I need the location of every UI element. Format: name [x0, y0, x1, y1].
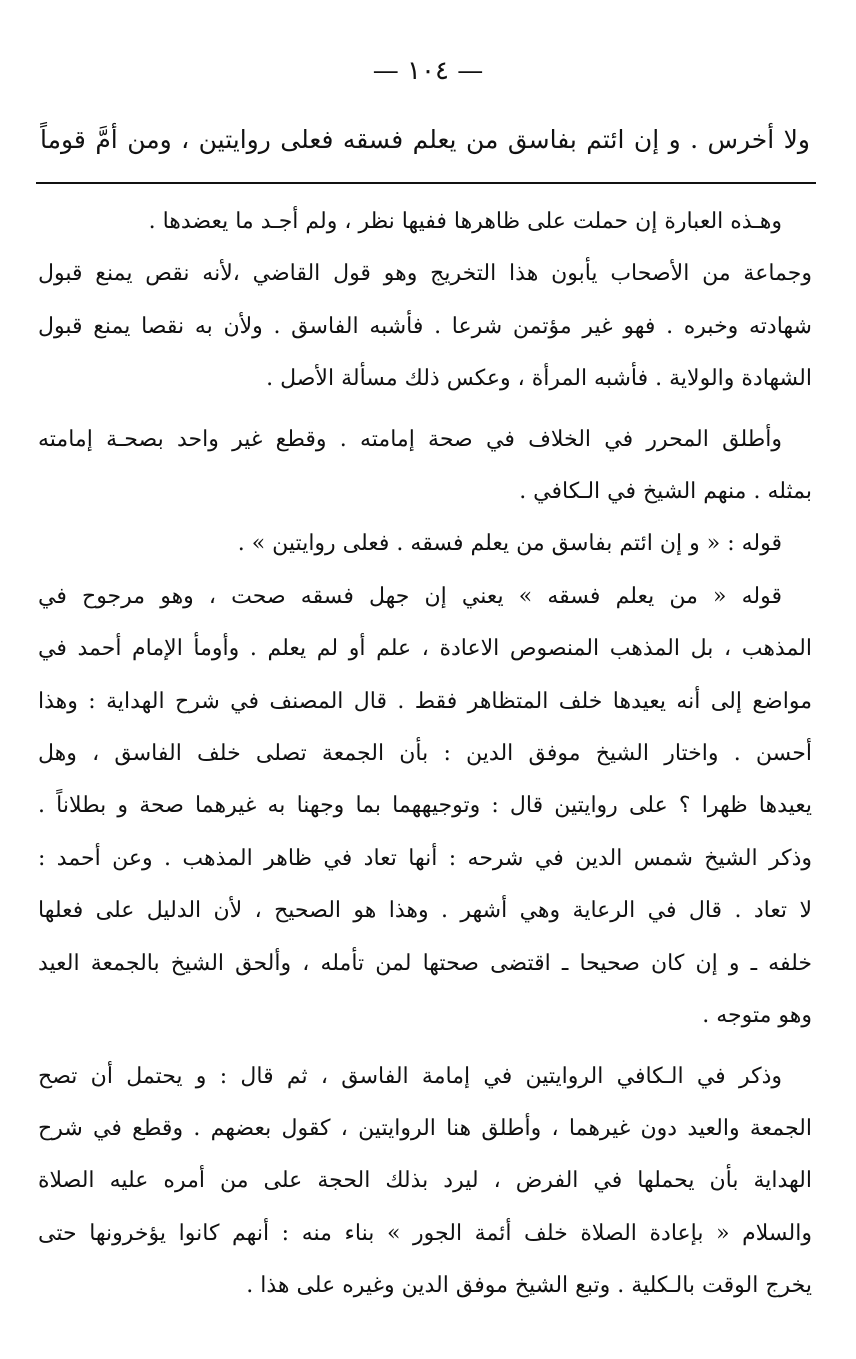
paragraph: [38, 518, 812, 570]
text-line: وهـذه العبارة إن حملت على ظاهرها ففيها نظر ، ولم أجـد ما يعضدها .: [148, 209, 782, 234]
paragraph: [38, 571, 812, 833]
text-line: يخرج الوقت بالـكلية . وتبع الشيخ موفق الدين وغيره على هذا .: [246, 1273, 812, 1299]
paragraph: [38, 833, 812, 1043]
text-line: بمثله . منهم الشيخ في الـكافي .: [519, 479, 812, 505]
paragraph: [38, 414, 812, 519]
text-line: الجمعة والعيد دون غيرهما ، وأطلق هنا الروايتين ، كقول بعضهم . وقطع في شرح: [38, 1115, 812, 1141]
text-line: أحسن . واختار الشيخ موفق الدين : بأن الجمعة تصلى خلف الفاسق ، وهل: [38, 741, 812, 767]
paragraph: [38, 1051, 812, 1313]
page-number: — ١٠٤ —: [372, 56, 484, 86]
text-line: والسلام « بإعادة الصلاة خلف أئمة الجور » بناء منه : أنهم كانوا يؤخرونها حتى: [38, 1220, 812, 1246]
text-line: وذكر الشيخ شمس الدين في شرحه : أنها تعاد في ظاهر المذهب . وعن أحمد :: [38, 845, 812, 871]
paragraph: [38, 248, 812, 405]
text-line: لا تعاد . قال في الرعاية وهي أشهر . وهذا هو الصحيح ، لأن الدليل على فعلها: [38, 898, 812, 924]
paragraph: [38, 196, 812, 248]
text-line: وأطلق المحرر في الخلاف في صحة إمامته . وقطع غير واحد بصحـة إمامته: [38, 426, 782, 452]
text-line: الهداية بأن يحملها في الفرض ، ليرد بذلك الحجة على من أمره عليه الصلاة: [38, 1168, 812, 1194]
quoted-matn-line: قوله : « و إن ائتم بفاسق من يعلم فسقه . فعلى روايتين » .: [237, 531, 782, 557]
text-line: وذكر في الـكافي الروايتين في إمامة الفاسق ، ثم قال : و يحتمل أن تصح: [38, 1063, 782, 1089]
matn-line: ولا أخرس . و إن ائتم بفاسق من يعلم فسقه فعلى روايتين ، ومن أمَّ قوماً: [40, 125, 810, 154]
text-line: مواضع إلى أنه يعيدها خلف المتظاهر فقط . قال المصنف في شرح الهداية : وهذا: [38, 688, 812, 714]
text-line: قوله « من يعلم فسقه » يعني إن جهل فسقه صحت ، وهو مرجوح في: [38, 583, 782, 609]
text-line: المذهب ، بل المذهب المنصوص الاعادة ، علم أو لم يعلم . وأومأ الإمام أحمد في: [38, 636, 812, 662]
text-line: الشهادة والولاية . فأشبه المرأة ، وعكس ذلك مسألة الأصل .: [266, 366, 812, 392]
text-line: وهو متوجه .: [702, 1003, 812, 1029]
text-line: شهادته وخبره . فهو غير مؤتمن شرعا . فأشبه الفاسق . ولأن به نقصا يمنع قبول: [38, 313, 812, 339]
text-line: خلفه ـ و إن كان صحيحا ـ اقتضى صحتها لمن تأمله ، وألحق الشيخ بالجمعة العيد: [38, 950, 812, 976]
separator-rule: [36, 182, 816, 184]
text-line: يعيدها ظهرا ؟ على روايتين قال : وتوجيههما بما وجهنا به غيرهما صحة و بطلاناً .: [38, 793, 812, 819]
text-line: وجماعة من الأصحاب يأبون هذا التخريج وهو قول القاضي ،لأنه نقص يمنع قبول: [38, 261, 812, 287]
commentary-body: [38, 196, 812, 1313]
